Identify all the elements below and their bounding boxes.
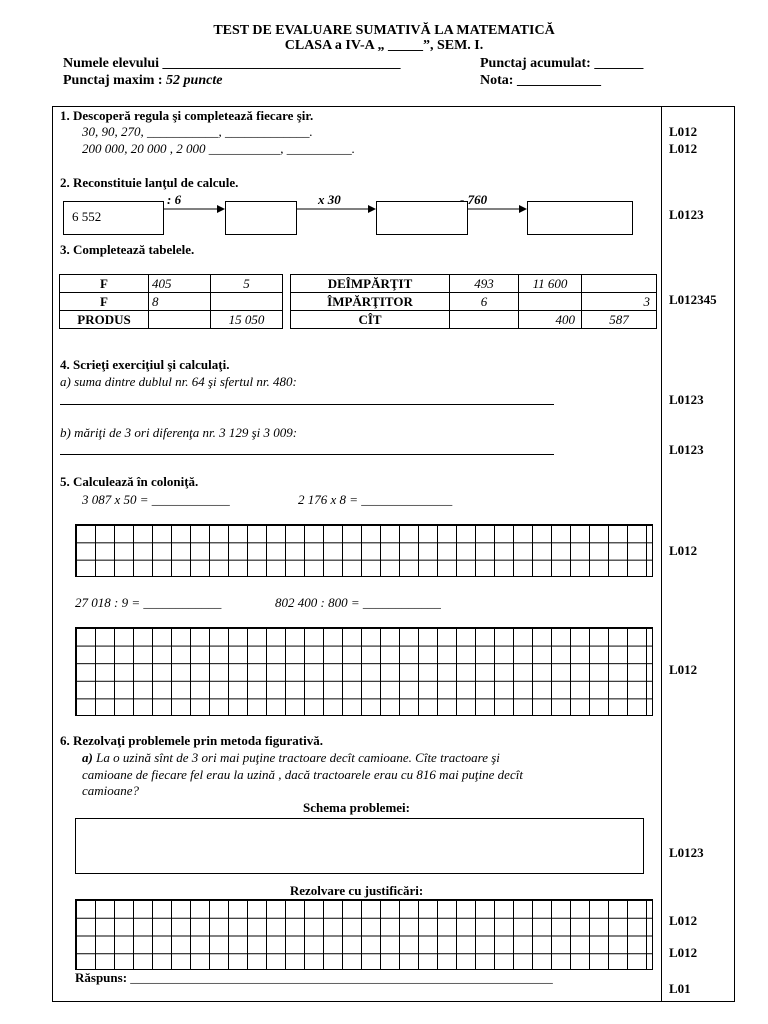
table-cell-empty[interactable] xyxy=(450,311,519,329)
table-row xyxy=(291,275,657,293)
ex5-title: 5. Calculează în coloniţă. xyxy=(60,474,199,489)
score-label: Punctaj acumulat: xyxy=(480,56,591,71)
solution-label: Rezolvare cu justificări: xyxy=(289,883,424,898)
table-cell: 400 xyxy=(519,311,582,329)
max-score-label: Punctaj maxim : xyxy=(63,73,163,88)
table-cell: 8 xyxy=(149,293,211,311)
test-title: TEST DE EVALUARE SUMATIVĂ LA MATEMATICĂ xyxy=(213,23,555,38)
grade-label: Nota: xyxy=(480,73,514,88)
max-score-value: 52 puncte xyxy=(166,73,223,88)
objective-code: L0123 xyxy=(669,442,704,457)
objective-code: L012 xyxy=(669,945,698,960)
table-cell: PRODUS xyxy=(60,311,149,329)
table-cell-empty[interactable] xyxy=(519,293,582,311)
scheme-box[interactable] xyxy=(75,818,644,874)
score-field[interactable]: _______ xyxy=(594,56,644,71)
answer-field[interactable]: _________________________________________________________________ xyxy=(130,970,553,985)
table-row xyxy=(60,275,283,293)
chain-op-3: - 760 xyxy=(460,192,488,207)
chain-op-1: : 6 xyxy=(167,192,182,207)
ex1-sequence-2[interactable]: 200 000, 20 000 , 2 000 ___________, __________. xyxy=(82,141,355,156)
table-cell: F xyxy=(60,293,149,311)
ex4-title: 4. Scrieţi exerciţiul şi calculaţi. xyxy=(60,357,230,372)
ex6-problem-label: a) xyxy=(82,750,93,765)
ex6-problem-line-1 xyxy=(82,750,500,766)
objective-code: L0123 xyxy=(669,392,704,407)
table-row xyxy=(291,293,657,311)
ex3-title: 3. Completează tabelele. xyxy=(60,242,195,257)
table-cell: 6 xyxy=(450,293,519,311)
table-cell: F xyxy=(60,275,149,293)
ex4-item-a: a) suma dintre dublul nr. 64 şi sfertul nr. 480: xyxy=(60,374,297,389)
chain-start-value: 6 552 xyxy=(72,209,102,224)
answer-label: Răspuns: xyxy=(75,970,128,985)
work-grid-2[interactable] xyxy=(75,627,653,716)
ex6-problem-text-1: La o uzină sînt de 3 ori mai puţine tractoare decît camioane. Cîte tractoare şi xyxy=(96,750,500,765)
multiplication-table xyxy=(59,274,283,329)
table-cell: 3 xyxy=(582,293,657,311)
ex5-exercise-4[interactable]: 802 400 : 800 = ____________ xyxy=(275,595,441,610)
table-cell: 405 xyxy=(149,275,211,293)
table-row xyxy=(291,311,657,329)
student-name-field[interactable]: __________________________________ xyxy=(162,56,401,71)
answer-row xyxy=(75,970,553,986)
table-cell: CÎT xyxy=(291,311,450,329)
ex6-problem-line-2: camioane de fiecare fel erau la uzină , dacă tractoarele erau cu 816 mai puţine decît xyxy=(82,767,523,782)
ex4-item-b: b) măriţi de 3 ori diferenţa nr. 3 129 şi 3 009: xyxy=(60,425,298,440)
table-cell-empty[interactable] xyxy=(582,275,657,293)
test-subtitle: CLASA a IV-A „ _____”, SEM. I. xyxy=(284,38,484,53)
ex6-title: 6. Rezolvaţi problemele prin metoda figurativă. xyxy=(60,733,323,748)
objective-code: L012 xyxy=(669,141,698,156)
ex1-sequence-1[interactable]: 30, 90, 270, ___________, _____________. xyxy=(82,124,313,139)
objective-code: L0123 xyxy=(669,207,704,222)
grade-field[interactable]: ____________ xyxy=(516,73,601,88)
ex2-title: 2. Reconstituie lanţul de calcule. xyxy=(60,175,239,190)
student-name-label: Numele elevului xyxy=(63,56,160,71)
chain-op-2: x 30 xyxy=(318,192,341,207)
objective-code: L01 xyxy=(669,981,691,996)
ex5-exercise-3[interactable]: 27 018 : 9 = ____________ xyxy=(75,595,222,610)
table-cell: 5 xyxy=(211,275,283,293)
ex1-title: 1. Descoperă regula şi completează fiecare şir. xyxy=(60,108,314,123)
table-cell: 11 600 xyxy=(519,275,582,293)
objective-code: L012 xyxy=(669,662,698,677)
objective-code: L012345 xyxy=(669,292,717,307)
ex4-answer-line-a[interactable] xyxy=(60,404,554,405)
objective-code: L012 xyxy=(669,124,698,139)
work-grid-1[interactable] xyxy=(75,524,653,577)
table-cell-empty[interactable] xyxy=(149,311,211,329)
table-cell: 587 xyxy=(582,311,657,329)
ex5-exercise-1[interactable]: 3 087 x 50 = ____________ xyxy=(82,492,230,507)
table-cell-empty[interactable] xyxy=(211,293,283,311)
table-cell: 493 xyxy=(450,275,519,293)
ex4-answer-line-b[interactable] xyxy=(60,454,554,455)
solution-grid[interactable] xyxy=(75,899,653,970)
ex5-exercise-2[interactable]: 2 176 x 8 = ______________ xyxy=(298,492,453,507)
table-cell: DEÎMPĂRŢIT xyxy=(291,275,450,293)
objective-code: L012 xyxy=(669,913,698,928)
table-cell: ÎMPĂRŢITOR xyxy=(291,293,450,311)
division-table xyxy=(290,274,657,329)
table-row xyxy=(60,293,283,311)
table-row xyxy=(60,311,283,329)
ex6-problem-line-3: camioane? xyxy=(82,783,140,798)
scheme-label: Schema problemei: xyxy=(303,800,410,815)
objective-code: L0123 xyxy=(669,845,704,860)
table-cell: 15 050 xyxy=(211,311,283,329)
objective-code: L012 xyxy=(669,543,698,558)
